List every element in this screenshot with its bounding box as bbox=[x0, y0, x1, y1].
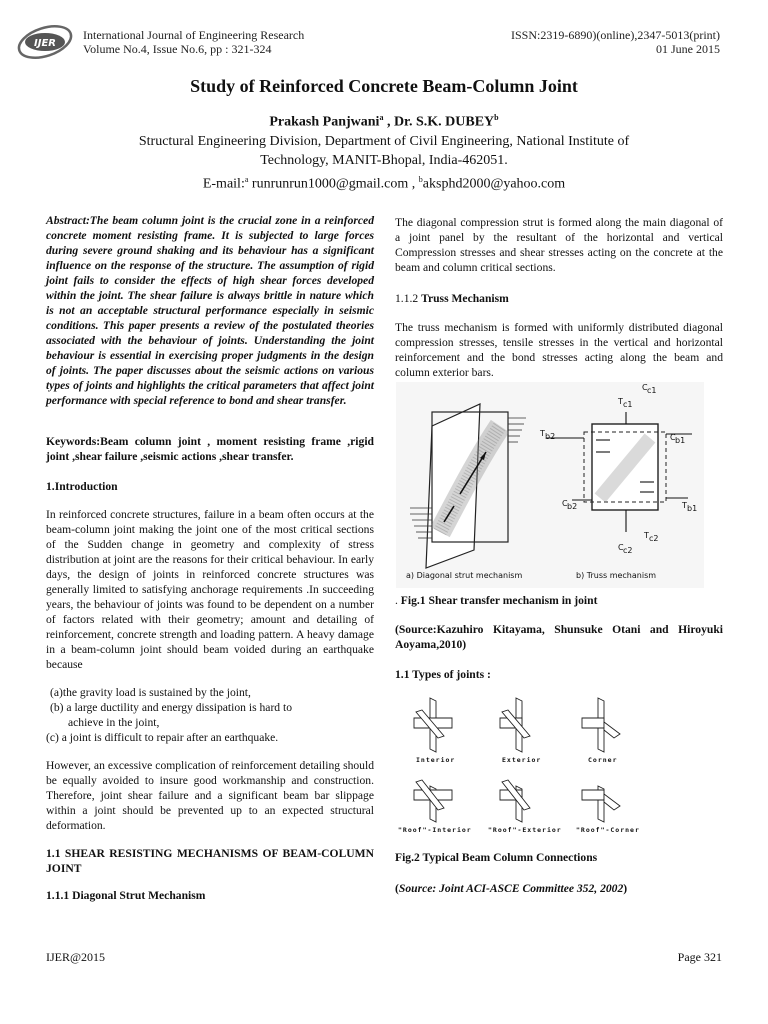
label-cc1-sub: c1 bbox=[647, 386, 657, 395]
joint-label-exterior: Exterior bbox=[502, 756, 542, 764]
journal-name: International Journal of Engineering Research bbox=[83, 28, 305, 42]
joint-label-interior: Interior bbox=[416, 756, 456, 764]
figure-2-source-close: ) bbox=[623, 882, 628, 895]
author-1-sup: a bbox=[379, 113, 384, 122]
label-cc2: C bbox=[618, 543, 624, 552]
label-tb1: T bbox=[682, 501, 687, 510]
fig1-label-a: a) Diagonal strut mechanism bbox=[406, 571, 523, 580]
figure-2-source-text: Source: Joint ACI-ASCE Committee 352, 2002 bbox=[398, 882, 624, 895]
label-cb2-sub: b2 bbox=[567, 502, 578, 511]
page-number: Page 321 bbox=[677, 950, 722, 964]
list-item-b-cont: achieve in the joint, bbox=[68, 716, 160, 729]
label-tc1: T bbox=[618, 397, 623, 406]
however-paragraph: However, an excessive complication of reinforcement detailing should be equally avoided to insure good workmanship and construction. Therefore, joint shear failure and a significant beam bar slippage within a joint should be prevented up to an expected structural deformation. bbox=[46, 759, 374, 832]
section-1-1-heading: 1.1 SHEAR RESISTING MECHANISMS OF BEAM-COLUMN JOINT bbox=[46, 847, 374, 875]
keywords: Keywords:Beam column joint , moment resisting frame ,rigid joint ,shear failure ,seismic actions ,shear transfer. bbox=[46, 435, 374, 463]
author-line bbox=[0, 113, 768, 131]
intro-heading: 1.Introduction bbox=[46, 480, 118, 493]
joint-label-roof-interior: "Roof"-Interior bbox=[398, 826, 472, 834]
figure-1-caption bbox=[395, 593, 723, 608]
intro-list bbox=[46, 685, 374, 745]
label-tc2-sub: c2 bbox=[649, 534, 659, 543]
fig1-label-b: b) Truss mechanism bbox=[576, 571, 657, 580]
section-1-1-2-number: 1.1.2 bbox=[395, 292, 422, 305]
figure-1-source: (Source:Kazuhiro Kitayama, Shunsuke Otani and Hiroyuki Aoyama,2010) bbox=[395, 623, 723, 651]
email-line bbox=[90, 170, 678, 194]
list-item-a: (a)the gravity load is sustained by the joint, bbox=[50, 686, 251, 699]
logo-text: IJER bbox=[34, 38, 56, 49]
affiliation-line-2: Technology, MANIT-Bhopal, India-462051. bbox=[260, 153, 508, 168]
list-item-b: (b) a large ductility and energy dissipation is hard to bbox=[50, 701, 293, 714]
label-tb2: T bbox=[540, 429, 545, 438]
label-cb1: C bbox=[670, 433, 676, 442]
label-cb2: C bbox=[562, 499, 568, 508]
types-of-joints-heading: 1.1 Types of joints : bbox=[395, 668, 491, 681]
list-item-c: (c) a joint is difficult to repair after an earthquake. bbox=[46, 731, 279, 744]
section-1-1-2-heading bbox=[395, 291, 723, 306]
label-tc1-sub: c1 bbox=[623, 400, 633, 409]
issn: ISSN:2319-6890)(online),2347-5013(print) bbox=[511, 28, 720, 42]
footer-left: IJER@2015 bbox=[46, 950, 106, 964]
section-1-1-2-title: Truss Mechanism bbox=[421, 292, 509, 305]
diagonal-strut-paragraph: The diagonal compression strut is formed along the main diagonal of a joint panel by the resultant of the horizontal and vertical Compression stresses and shear stresses acting on the concrete at the beam and column critical sections. bbox=[395, 216, 723, 274]
affiliation bbox=[90, 132, 678, 194]
volume-info: Volume No.4, Issue No.6, pp : 321-324 bbox=[83, 42, 272, 56]
figure-1-caption-text: Fig.1 Shear transfer mechanism in joint bbox=[400, 594, 598, 607]
figure-2-joint-types bbox=[396, 690, 646, 838]
joint-label-roof-exterior: "Roof"-Exterior bbox=[488, 826, 562, 834]
figure-1-caption-prefix: . bbox=[395, 594, 401, 607]
email-sup-b: b bbox=[418, 175, 423, 184]
email-sup-a: a bbox=[244, 175, 249, 184]
author-2-sup: b bbox=[494, 113, 499, 122]
figure-2-caption: Fig.2 Typical Beam Column Connections bbox=[395, 851, 598, 864]
section-1-1-1-heading: 1.1.1 Diagonal Strut Mechanism bbox=[46, 889, 206, 902]
figure-1-shear-transfer bbox=[396, 382, 704, 588]
email-b: aksphd2000@yahoo.com bbox=[422, 176, 566, 192]
affiliation-line-1: Structural Engineering Division, Department of Civil Engineering, National Institute of bbox=[138, 134, 630, 149]
author-1: Prakash Panjwani bbox=[269, 114, 380, 130]
author-2: , Dr. S.K. DUBEY bbox=[383, 114, 495, 130]
label-tb2-sub: b2 bbox=[545, 432, 556, 441]
joint-label-roof-corner: "Roof"-Corner bbox=[576, 826, 640, 834]
label-tb1-sub: b1 bbox=[687, 504, 698, 513]
label-tc2: T bbox=[644, 531, 649, 540]
abstract: Abstract:The beam column joint is the crucial zone in a reinforced concrete moment resisting frame. It is subjected to large forces during severe ground shaking and its behaviour has a significant influence on the response of the structure. The assumption of rigid joint fails to consider the effects of high shear forces developed within the joint. The shear failure is always brittle in nature which is not an acceptable structural performance especially in seismic conditions. This paper presents a review of the postulated theories associated with the behaviour of joints. Understanding the joint behaviour is essential in exercising proper judgments in the design of joints. The paper discusses about the seismic actions on various types of joints and highlights the critical parameters that affect joint performance with special reference to bond and shear transfer. bbox=[46, 214, 374, 407]
figure-2-source-open: ( bbox=[395, 882, 399, 895]
journal-logo bbox=[16, 22, 74, 62]
label-cc2-sub: c2 bbox=[623, 546, 633, 555]
joint-label-corner: Corner bbox=[588, 756, 618, 764]
paper-title: Study of Reinforced Concrete Beam-Column Joint bbox=[190, 76, 578, 96]
figure-2-source bbox=[395, 881, 723, 896]
email-prefix: E-mail: bbox=[202, 176, 245, 192]
issue-date: 01 June 2015 bbox=[656, 42, 720, 56]
intro-paragraph: In reinforced concrete structures, failure in a beam often occurs at the beam-column joint making the joint one of the most critical sections of the Sudden change in geometry and complexity of stress distribution at joint are the reasons for their critical behaviour. In early days, the design of joints in reinforced concrete structures was generally limited to satisfying anchorage requirements .In succeeding years, the behaviour of joints was found to be dependent on a number of factors related with their geometry; amount and detailing of reinforcement, concrete strength and loading pattern. A heavy damage in a beam-column joint should beam voided during an earthquake because bbox=[46, 508, 374, 671]
truss-paragraph: The truss mechanism is formed with uniformly distributed diagonal compression stresses, tensile stresses in the vertical and horizontal reinforcement and the bond stresses acting along the beam and column exterior bars. bbox=[395, 321, 723, 379]
label-cb1-sub: b1 bbox=[675, 436, 686, 445]
email-a: runrunrun1000@gmail.com , bbox=[248, 176, 419, 192]
label-cc1: C bbox=[642, 383, 648, 392]
